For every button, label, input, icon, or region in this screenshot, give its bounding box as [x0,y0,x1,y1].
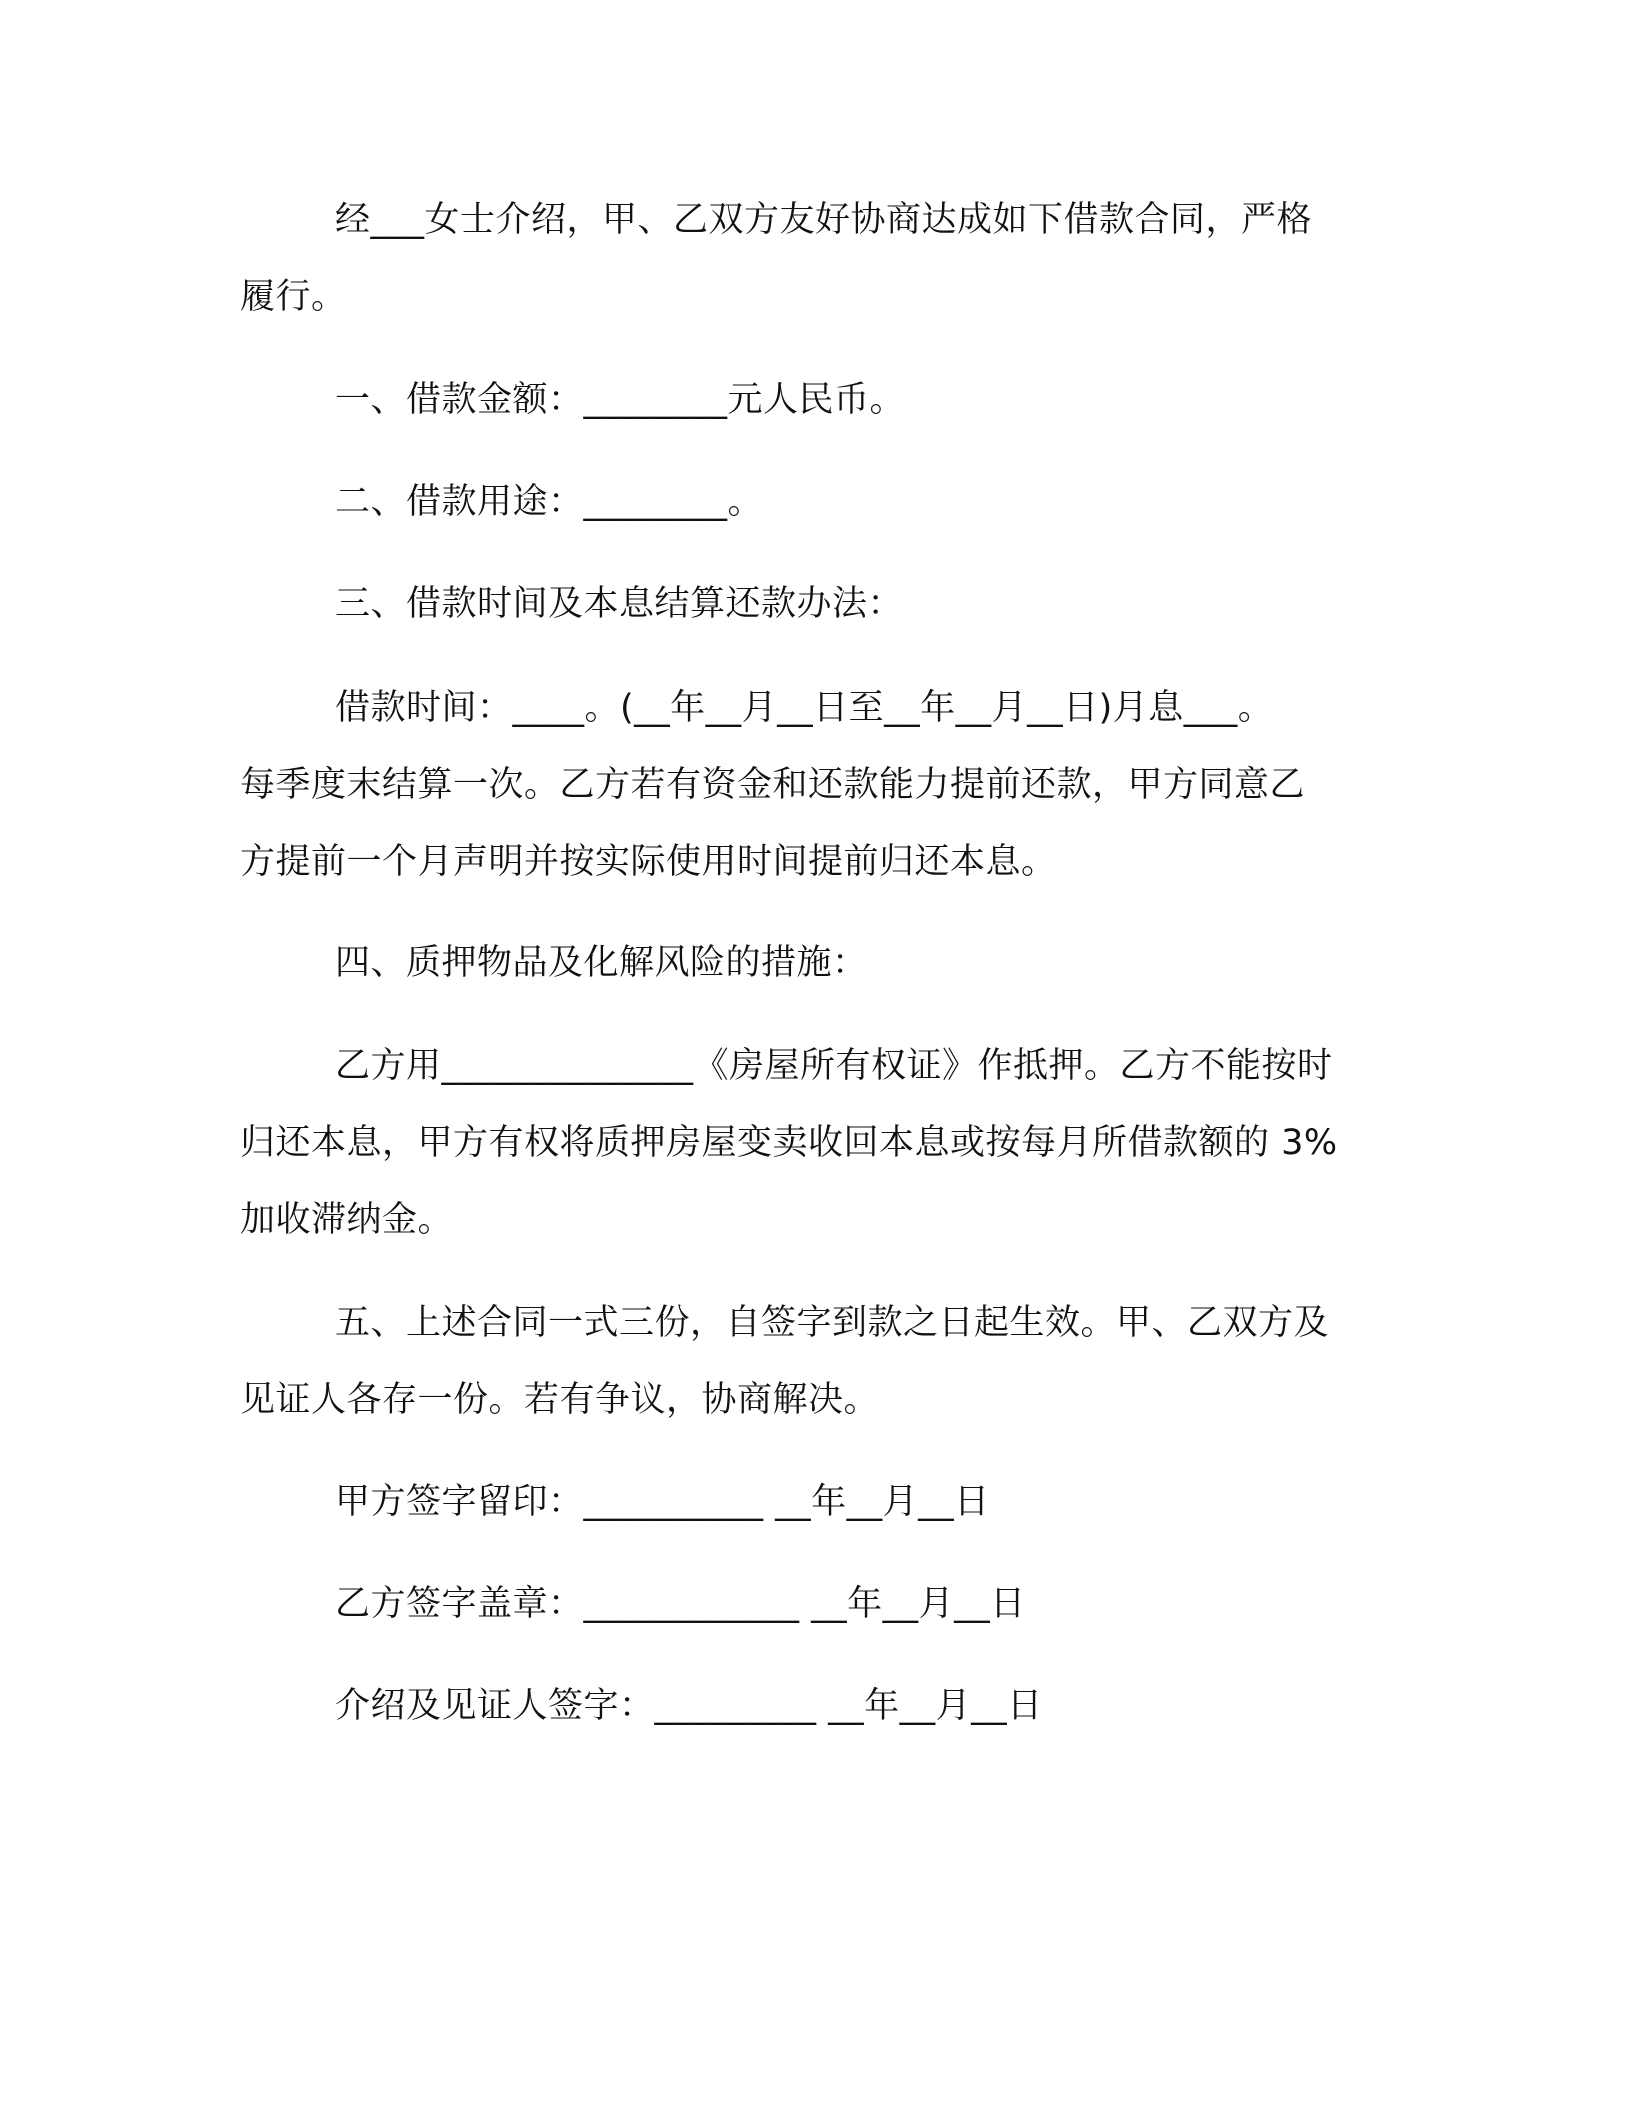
signature-witness: 介绍及见证人签字：_________ __年__月__日 [335,1686,1043,1726]
signature-party-b: 乙方签字盖章：____________ __年__月__日 [335,1584,1026,1624]
collateral-line-2: 归还本息，甲方有权将质押房屋变卖收回本息或按每月所借款额的 3% [240,1123,1338,1163]
clause-copies-line-1: 五、上述合同一式三份，自签字到款之日起生效。甲、乙双方及 [335,1303,1330,1343]
clause-repayment-heading: 三、借款时间及本息结算还款办法： [335,584,904,624]
loan-period-line-3: 方提前一个月声明并按实际使用时间提前归还本息。 [240,842,1057,882]
loan-period-line-1: 借款时间：____。(__年__月__日至__年__月__日)月息___。 [335,688,1274,728]
loan-period-line-2: 每季度末结算一次。乙方若有资金和还款能力提前还款，甲方同意乙 [240,765,1306,805]
clause-loan-amount: 一、借款金额：________元人民币。 [335,380,906,420]
clause-loan-purpose: 二、借款用途：________。 [335,482,764,522]
clause-collateral-heading: 四、质押物品及化解风险的措施： [335,943,868,983]
collateral-line-3: 加收滞纳金。 [240,1200,454,1240]
intro-line-1: 经___女士介绍，甲、乙双方友好协商达成如下借款合同，严格 [335,200,1313,240]
signature-party-a: 甲方签字留印：__________ __年__月__日 [335,1482,990,1522]
clause-copies-line-2: 见证人各存一份。若有争议，协商解决。 [240,1380,880,1420]
collateral-line-1: 乙方用______________《房屋所有权证》作抵押。乙方不能按时 [335,1046,1333,1086]
intro-line-2: 履行。 [240,277,347,317]
